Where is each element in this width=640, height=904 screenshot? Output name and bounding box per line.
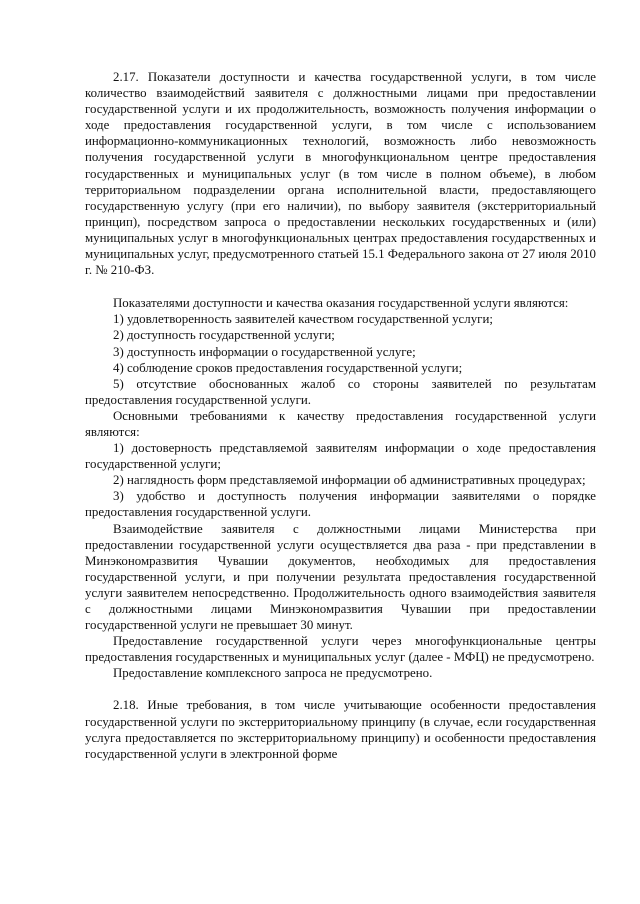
requirement-item-1: 1) достоверность представляемой заявителям информации о ходе предоставления государственной услуги;	[85, 441, 596, 472]
indicator-item-3: 3) доступность информации о государственной услуге;	[113, 344, 416, 359]
mfc-paragraph: Предоставление государственной услуги через многофункциональные центры предоставления государственных и муниципальных услуг (далее - МФЦ) не предусмотрено.	[85, 634, 596, 665]
indicators-intro: Показателями доступности и качества оказания государственной услуги являются:	[113, 296, 569, 311]
indicator-item-5: 5) отсутствие обоснованных жалоб со стороны заявителей по результатам предоставления государственной услуги.	[85, 376, 596, 407]
indicator-item-1: 1) удовлетворенность заявителей качеством государственной услуги;	[113, 312, 493, 327]
section-2-18-paragraph: 2.18. Иные требования, в том числе учитывающие особенности предоставления государственной услуги по экстерриториальному принципу (в случае, если государственная услуга предоставляется по экстерриториальному принципу) и особенности предоставления государственной услуги в электронной форме	[85, 698, 596, 761]
requirement-item-3: 3) удобство и доступность получения информации заявителями о порядке предоставления государственной услуги.	[85, 489, 596, 520]
requirements-intro: Основными требованиями к качеству предоставления государственной услуги являются:	[85, 408, 596, 439]
interaction-paragraph: Взаимодействие заявителя с должностными лицами Министерства при предоставлении государственной услуги осуществляется два раза - при представлении в Минэкономразвития Чувашии документов, необходимых для предоставления государственной услуги, и при получении результата предоставления государственной услуги заявителем непосредственно. Продолжительность одного взаимодействия заявителя с должностными лицами Минэкономразвития Чувашии при предоставлении государственной услуги не превышает 30 минут.	[85, 521, 596, 633]
indicator-item-4: 4) соблюдение сроков предоставления государственной услуги;	[113, 360, 463, 375]
complex-request-paragraph: Предоставление комплексного запроса не предусмотрено.	[113, 666, 433, 681]
section-2-17-paragraph: 2.17. Показатели доступности и качества государственной услуги, в том числе количество взаимодействий заявителя с должностными лицами при предоставлении государственной услуги и их продолжительность, возможность получения информации о ходе предоставления государственной услуги, в том числе с использованием информационно-коммуникационных технологий, возможность либо невозможность получения государственной услуги в многофункциональном центре предоставления государственных и муниципальных услуг (в том числе в полном объеме), в любом территориальном подразделении органа исполнительной власти, предоставляющего государственную услугу (при его наличии), по выбору заявителя (экстерриториальный принцип), посредством запроса о предоставлении нескольких государственных и (или) муниципальных услуг в многофункциональных центрах предоставления государственных и муниципальных услуг, предусмотренного статьей 15.1 Федерального закона от 27 июля 2010 г. № 210-ФЗ.	[85, 70, 596, 278]
requirement-item-2: 2) наглядность форм представляемой информации об административных процедурах;	[113, 473, 586, 488]
indicator-item-2: 2) доступность государственной услуги;	[113, 328, 335, 343]
